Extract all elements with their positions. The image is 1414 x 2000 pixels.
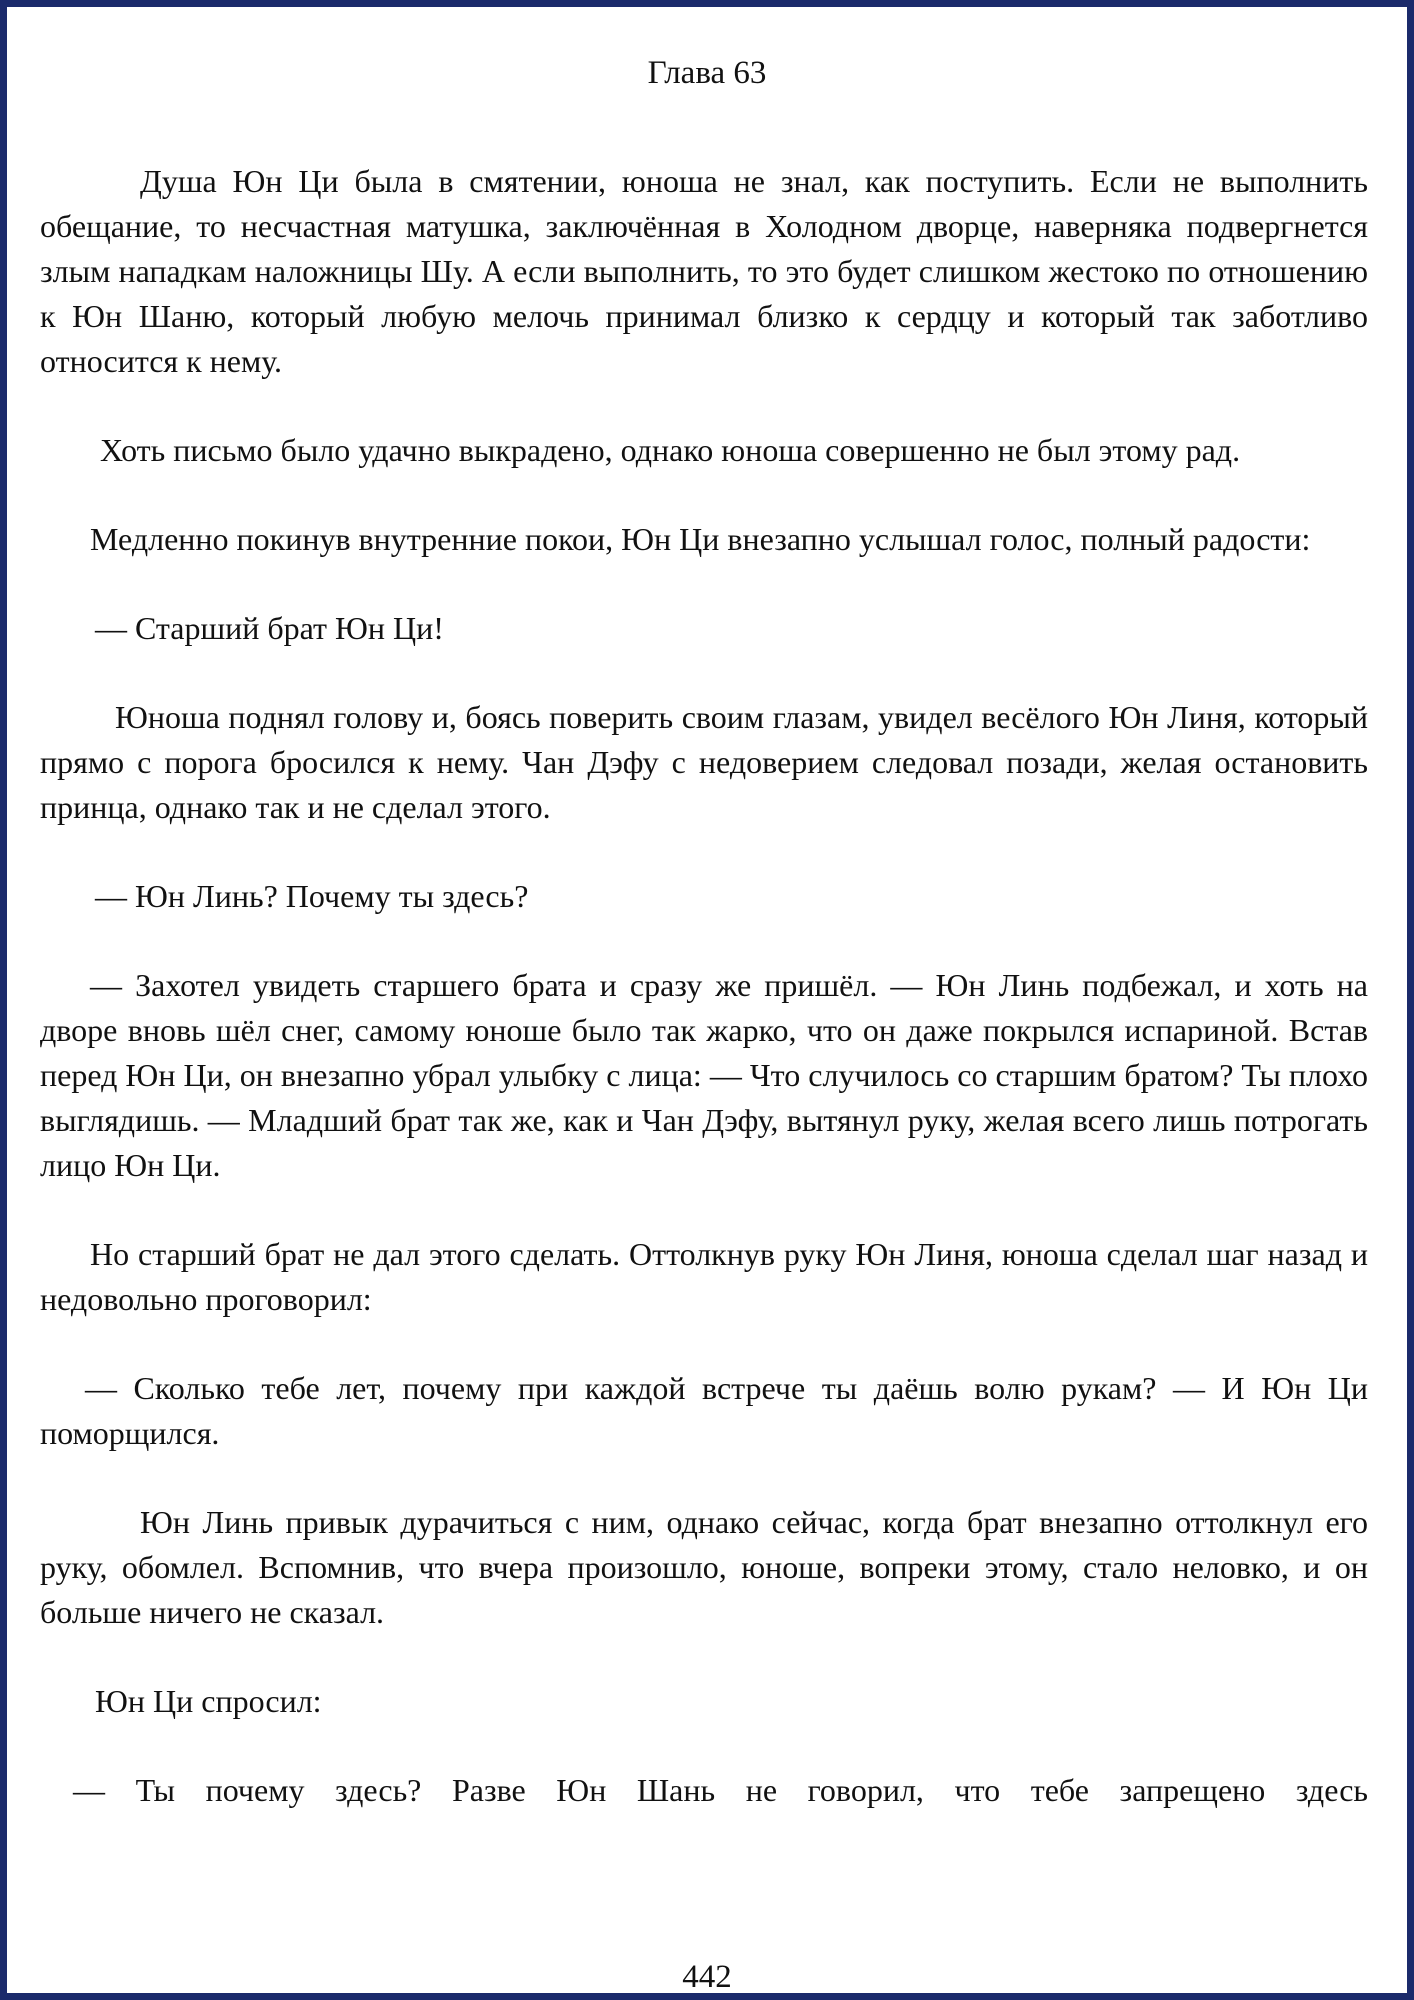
page-text: [40, 159, 1368, 1813]
paragraph: — Ты почему здесь? Разве Юн Шань не говорил, что тебе запрещено здесь: [73, 1772, 1368, 1808]
paragraph: Хоть письмо было удачно выкрадено, однако юноша совершенно не был этому рад.: [100, 432, 1241, 468]
paragraph: Душа Юн Ци была в смятении, юноша не знал, как поступить. Если не выполнить обещание, то несчастная матушка, заключённая в Холодном дворце, наверняка подвергнется злым нападкам наложницы Шу. А если выполнить, то это будет слишком жестоко по отношению к Юн Шаню, который любую мелочь принимал близко к сердцу и который так заботливо относится к нему.: [40, 163, 1368, 379]
paragraph: Юн Линь привык дурачиться с ним, однако сейчас, когда брат внезапно оттолкнул его руку, обомлел. Вспомнив, что вчера произошло, юноше, вопреки этому, стало неловко, и он больше ничего не сказал.: [40, 1504, 1368, 1630]
paragraph: Медленно покинув внутренние покои, Юн Ци внезапно услышал голос, полный радости:: [90, 521, 1311, 557]
paragraph: Но старший брат не дал этого сделать. Оттолкнув руку Юн Линя, юноша сделал шаг назад и недовольно проговорил:: [40, 1236, 1368, 1317]
paragraph: — Сколько тебе лет, почему при каждой встрече ты даёшь волю рукам? — И Юн Ци поморщился.: [40, 1370, 1368, 1451]
paragraph: Юноша поднял голову и, боясь поверить своим глазам, увидел весёлого Юн Линя, который прямо с порога бросился к нему. Чан Дэфу с недоверием следовал позади, желая остановить принца, однако так и не сделал этого.: [40, 699, 1368, 825]
paragraph: — Юн Линь? Почему ты здесь?: [95, 878, 529, 914]
page-number: 442: [682, 1959, 732, 1995]
paragraph: — Старший брат Юн Ци!: [95, 610, 444, 646]
paragraph: Юн Ци спросил:: [95, 1683, 322, 1719]
paragraph: — Захотел увидеть старшего брата и сразу же пришёл. — Юн Линь подбежал, и хоть на дворе вновь шёл снег, самому юноше было так жарко, что он даже покрылся испариной. Встав перед Юн Ци, он внезапно убрал улыбку с лица: — Что случилось со старшим братом? Ты плохо выглядишь. — Младший брат так же, как и Чан Дэфу, вытянул руку, желая всего лишь потрогать лицо Юн Ци.: [40, 967, 1368, 1183]
chapter-title: Глава 63: [647, 55, 767, 91]
